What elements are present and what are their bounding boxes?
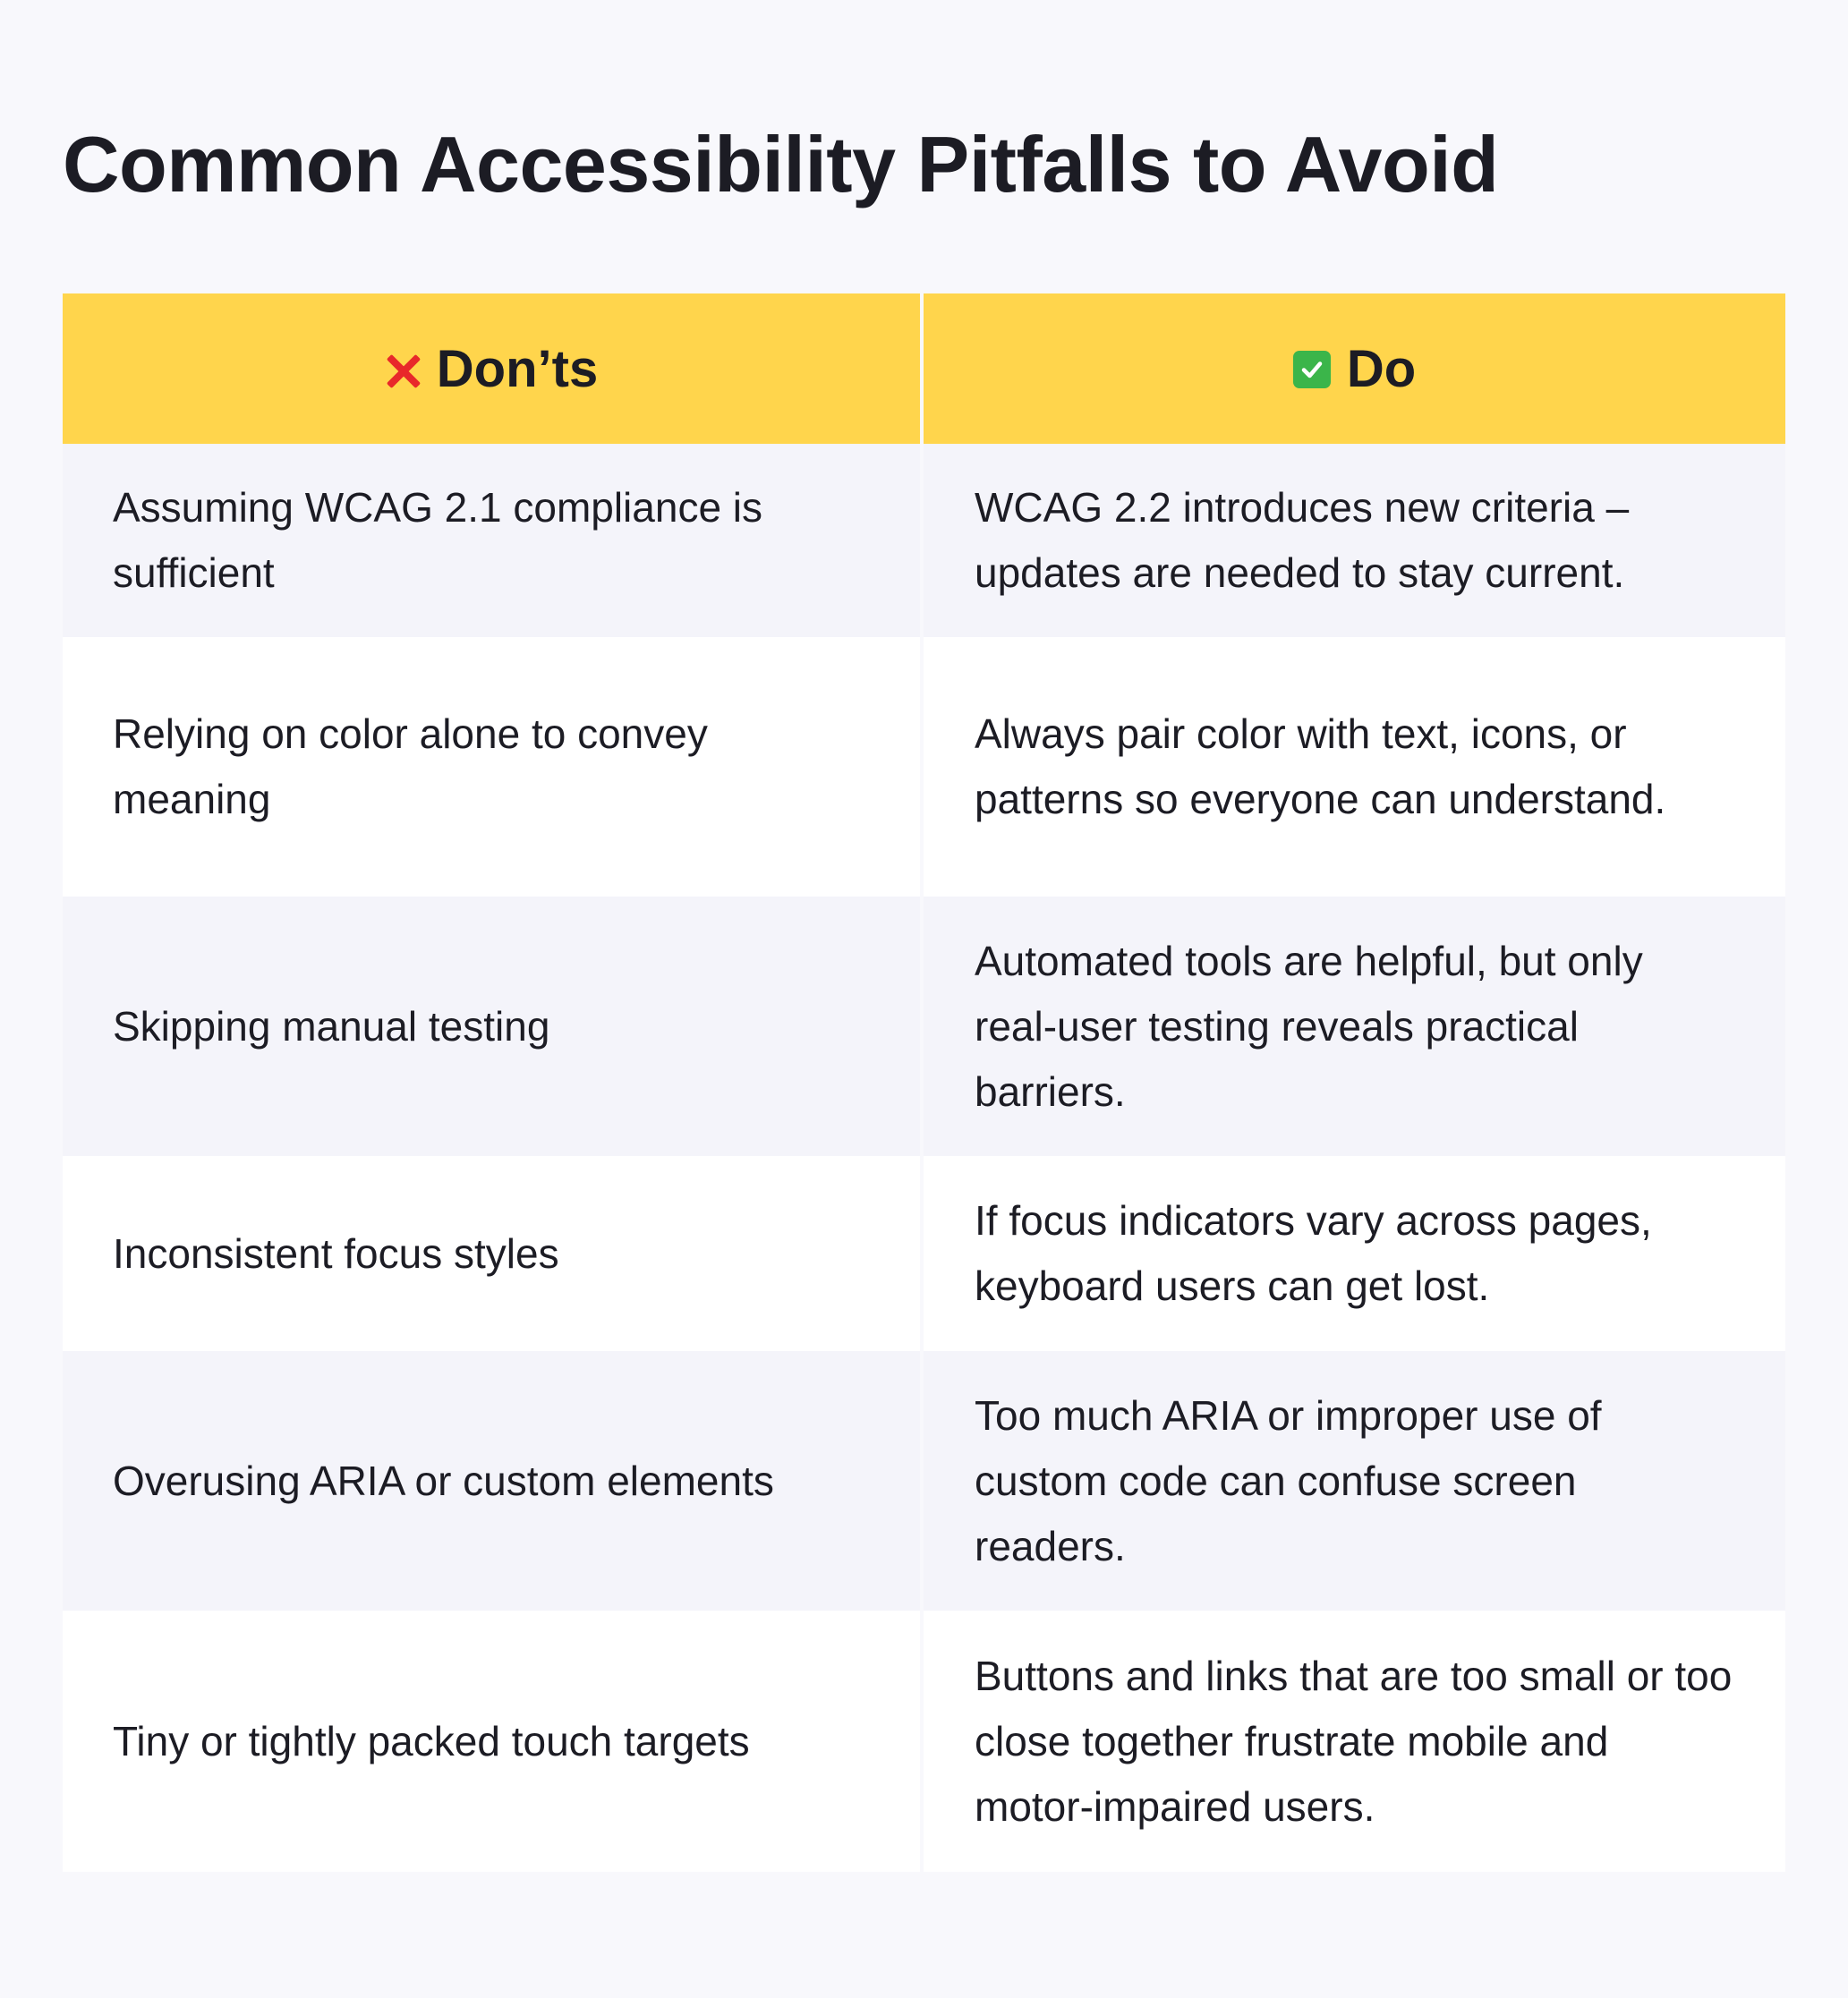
dont-cell: Inconsistent focus styles <box>63 1156 920 1351</box>
donts-header <box>63 293 920 444</box>
table-header <box>63 293 1785 444</box>
do-cell: Automated tools are helpful, but only real-user testing reveals practical barriers. <box>924 897 1785 1156</box>
do-header <box>924 293 1785 444</box>
table-row <box>63 1156 1785 1351</box>
do-header-label: Do <box>1346 339 1417 398</box>
do-cell: Too much ARIA or improper use of custom code can confuse screen readers. <box>924 1351 1785 1611</box>
table-row <box>63 637 1785 897</box>
dont-cell: Assuming WCAG 2.1 compliance is sufficient <box>63 444 920 637</box>
do-cell: Buttons and links that are too small or too close together frustrate mobile and motor-impaired users. <box>924 1611 1785 1872</box>
cross-mark-icon <box>385 353 421 388</box>
dont-cell: Skipping manual testing <box>63 897 920 1156</box>
do-cell: WCAG 2.2 introduces new criteria – updates are needed to stay current. <box>924 444 1785 637</box>
table-row <box>63 1611 1785 1872</box>
donts-header-label: Don’ts <box>436 339 599 398</box>
table-row <box>63 444 1785 637</box>
dont-cell: Tiny or tightly packed touch targets <box>63 1611 920 1872</box>
table-row <box>63 1351 1785 1611</box>
do-cell: Always pair color with text, icons, or patterns so everyone can understand. <box>924 637 1785 897</box>
page-title: Common Accessibility Pitfalls to Avoid <box>63 120 1499 208</box>
dont-cell: Relying on color alone to convey meaning <box>63 637 920 897</box>
check-mark-button-icon <box>1293 351 1331 388</box>
do-cell: If focus indicators vary across pages, keyboard users can get lost. <box>924 1156 1785 1351</box>
dont-cell: Overusing ARIA or custom elements <box>63 1351 920 1611</box>
pitfalls-table <box>63 293 1785 1872</box>
table-row <box>63 897 1785 1156</box>
